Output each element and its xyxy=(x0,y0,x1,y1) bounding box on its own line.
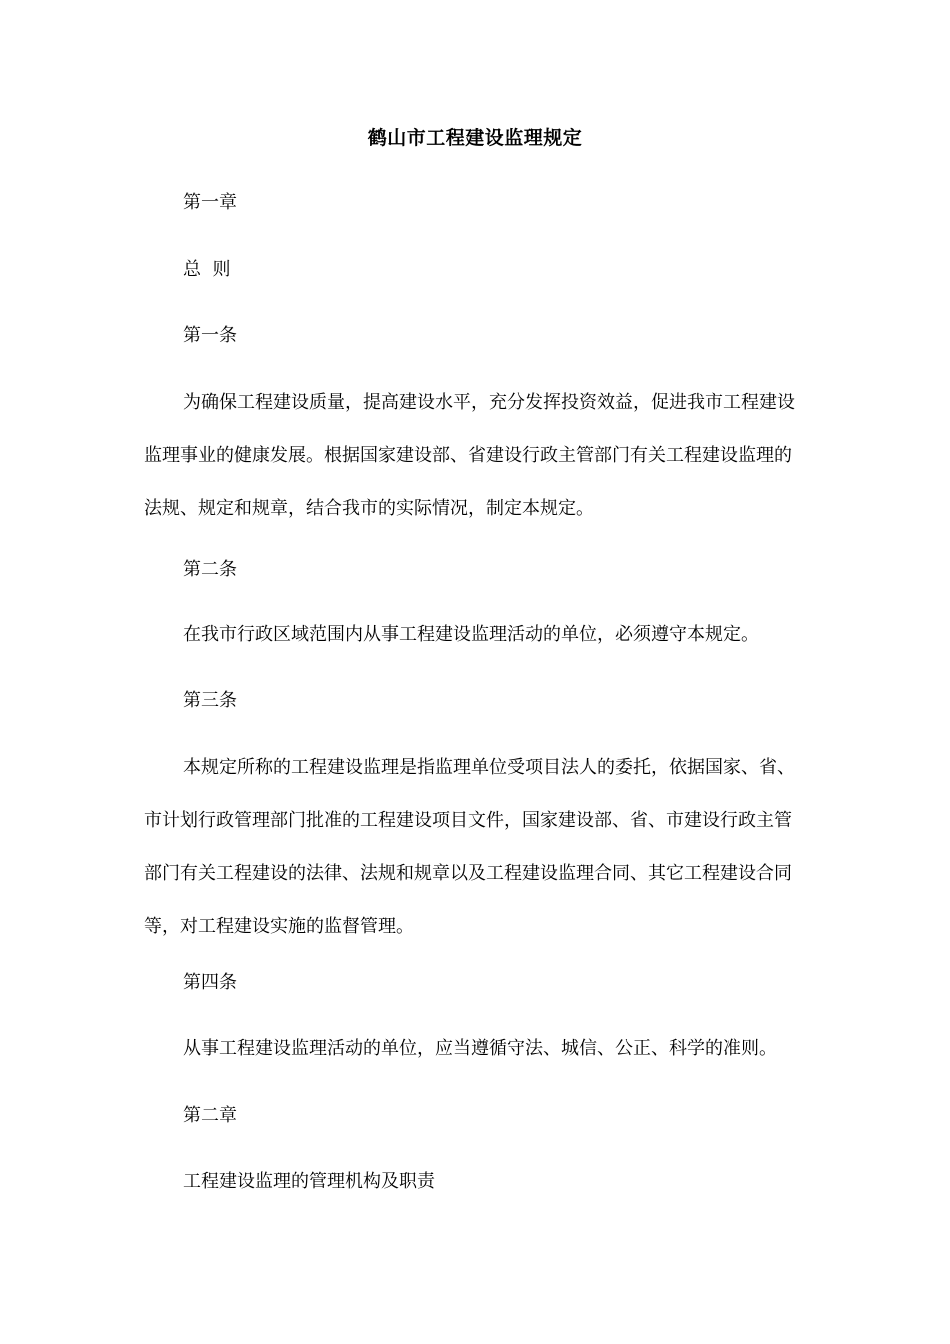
chapter-2-name: 工程建设监理的管理机构及职责 xyxy=(183,1171,435,1192)
article-3-text: 本规定所称的工程建设监理是指监理单位受项目法人的委托，依据国家、省、市计划行政管理部门批准的工程建设项目文件，国家建设部、省、市建设行政主管部门有关工程建设的法律、法规和规章以及工程建设监理合同、其它工程建设合同等，对工程建设实施的监督管理。 xyxy=(144,757,795,937)
article-2-label: 第二条 xyxy=(183,559,237,580)
article-3-label: 第三条 xyxy=(183,690,237,711)
article-1-text: 为确保工程建设质量，提高建设水平，充分发挥投资效益，促进我市工程建设监理事业的健康发展。根据国家建设部、省建设行政主管部门有关工程建设监理的法规、规定和规章，结合我市的实际情况，制定本规定。 xyxy=(144,392,795,519)
document-title: 鹤山市工程建设监理规定 xyxy=(367,127,583,149)
chapter-1-name: 总 则 xyxy=(183,259,231,280)
article-1-label: 第一条 xyxy=(183,325,237,346)
article-4-label: 第四条 xyxy=(183,972,237,993)
chapter-1-label: 第一章 xyxy=(183,192,237,213)
article-4-text: 从事工程建设监理活动的单位，应当遵循守法、城信、公正、科学的准则。 xyxy=(183,1038,777,1059)
chapter-2-label: 第二章 xyxy=(183,1105,237,1126)
article-2-text: 在我市行政区域范围内从事工程建设监理活动的单位，必须遵守本规定。 xyxy=(183,624,759,645)
